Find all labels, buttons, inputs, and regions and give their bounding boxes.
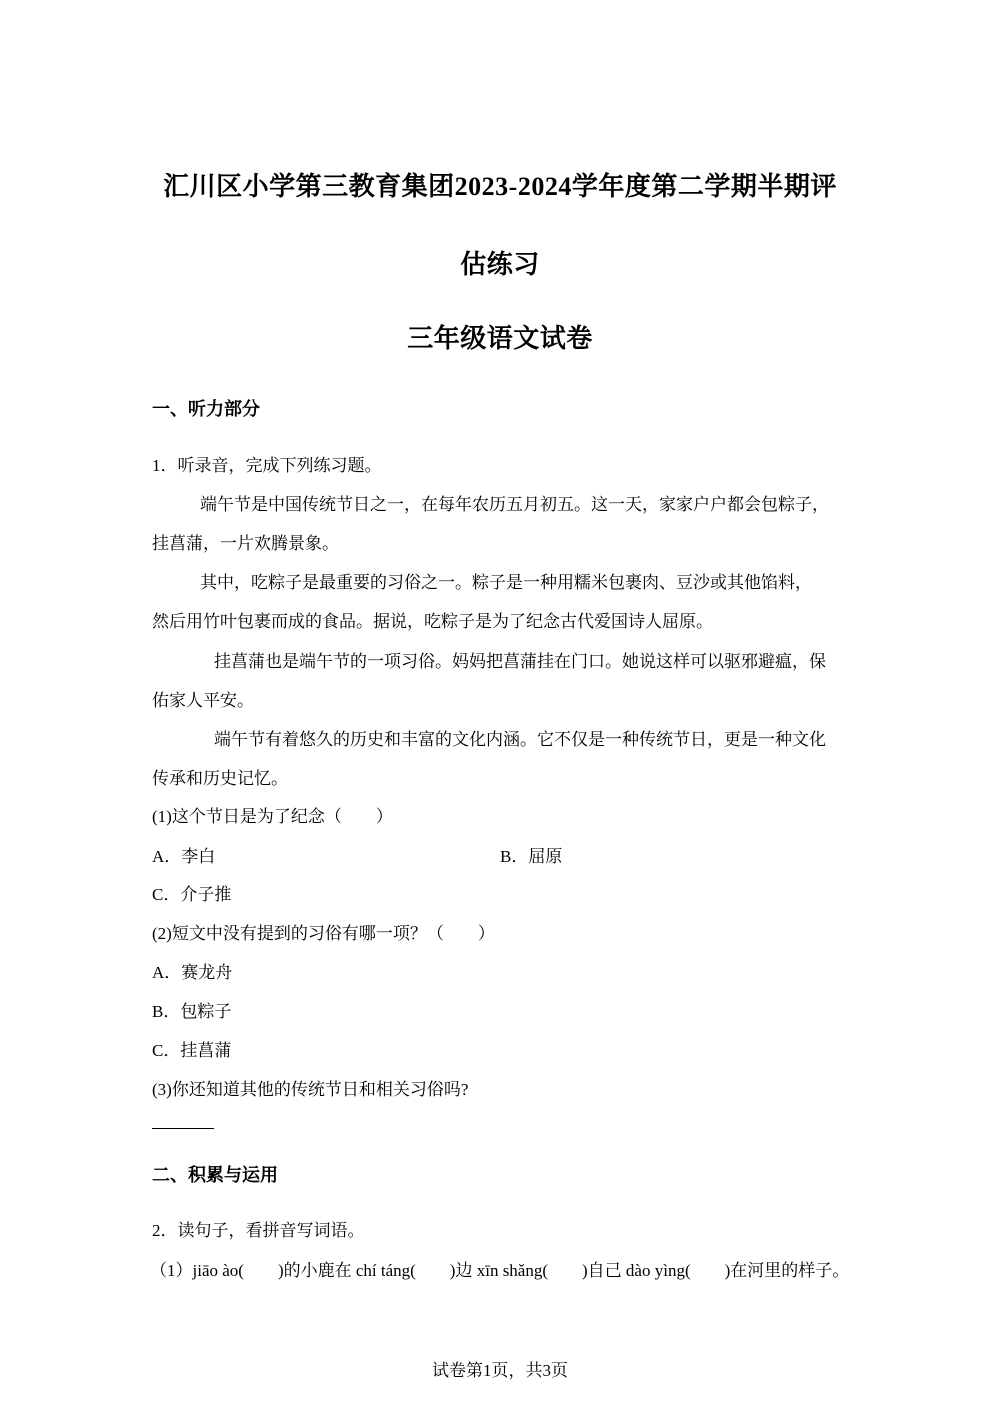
section-heading-listening: 一、听力部分: [152, 399, 260, 419]
exam-title-line1: 汇川区小学第三教育集团2023-2024学年度第二学期半期评: [163, 172, 837, 201]
exam-subtitle: 三年级语文试卷: [407, 324, 593, 353]
subquestion-2-option-a[interactable]: A．赛龙舟: [152, 963, 233, 982]
page-footer: 试卷第1页，共3页: [432, 1361, 568, 1380]
section-heading-accumulation: 二、积累与运用: [152, 1165, 278, 1185]
answer-blank-line[interactable]: [152, 1128, 214, 1129]
subquestion-1-stem: (1)这个节日是为了纪念（ ）: [152, 807, 393, 826]
passage-paragraph-2-line1: 其中，吃粽子是最重要的习俗之一。粽子是一种用糯米包裹肉、豆沙或其他馅料，: [200, 573, 812, 592]
subquestion-1-option-b[interactable]: B．屈原: [500, 847, 563, 866]
subquestion-2-stem: (2)短文中没有提到的习俗有哪一项？（ ）: [152, 924, 495, 943]
question-1-stem: 1．听录音，完成下列练习题。: [152, 456, 382, 475]
exam-title-line2: 估练习: [460, 250, 540, 279]
subquestion-3-stem: (3)你还知道其他的传统节日和相关习俗吗?: [152, 1080, 469, 1099]
passage-paragraph-2-line2: 然后用竹叶包裹而成的食品。据说，吃粽子是为了纪念古代爱国诗人屈原。: [152, 612, 713, 631]
passage-paragraph-1-line1: 端午节是中国传统节日之一，在每年农历五月初五。这一天，家家户户都会包粽子，: [200, 495, 829, 514]
subquestion-2-option-b[interactable]: B．包粽子: [152, 1002, 232, 1021]
passage-paragraph-3-line2: 佑家人平安。: [152, 691, 254, 710]
subquestion-1-option-c[interactable]: C．介子推: [152, 885, 232, 904]
subquestion-2-option-c[interactable]: C．挂菖蒲: [152, 1041, 232, 1060]
subquestion-1-option-a[interactable]: A．李白: [152, 847, 216, 866]
passage-paragraph-3-line1: 挂菖蒲也是端午节的一项习俗。妈妈把菖蒲挂在门口。她说这样可以驱邪避瘟，保: [214, 652, 826, 671]
question-2-item-1: （1）jiāo ào( )的小鹿在 chí táng( )边 xīn shǎng( )自己 dào yìng( )在河里的样子。: [150, 1261, 850, 1280]
passage-paragraph-4-line1: 端午节有着悠久的历史和丰富的文化内涵。它不仅是一种传统节日，更是一种文化: [214, 730, 826, 749]
question-2-stem: 2．读句子，看拼音写词语。: [152, 1221, 365, 1240]
passage-paragraph-1-line2: 挂菖蒲，一片欢腾景象。: [152, 534, 339, 553]
passage-paragraph-4-line2: 传承和历史记忆。: [152, 769, 288, 788]
